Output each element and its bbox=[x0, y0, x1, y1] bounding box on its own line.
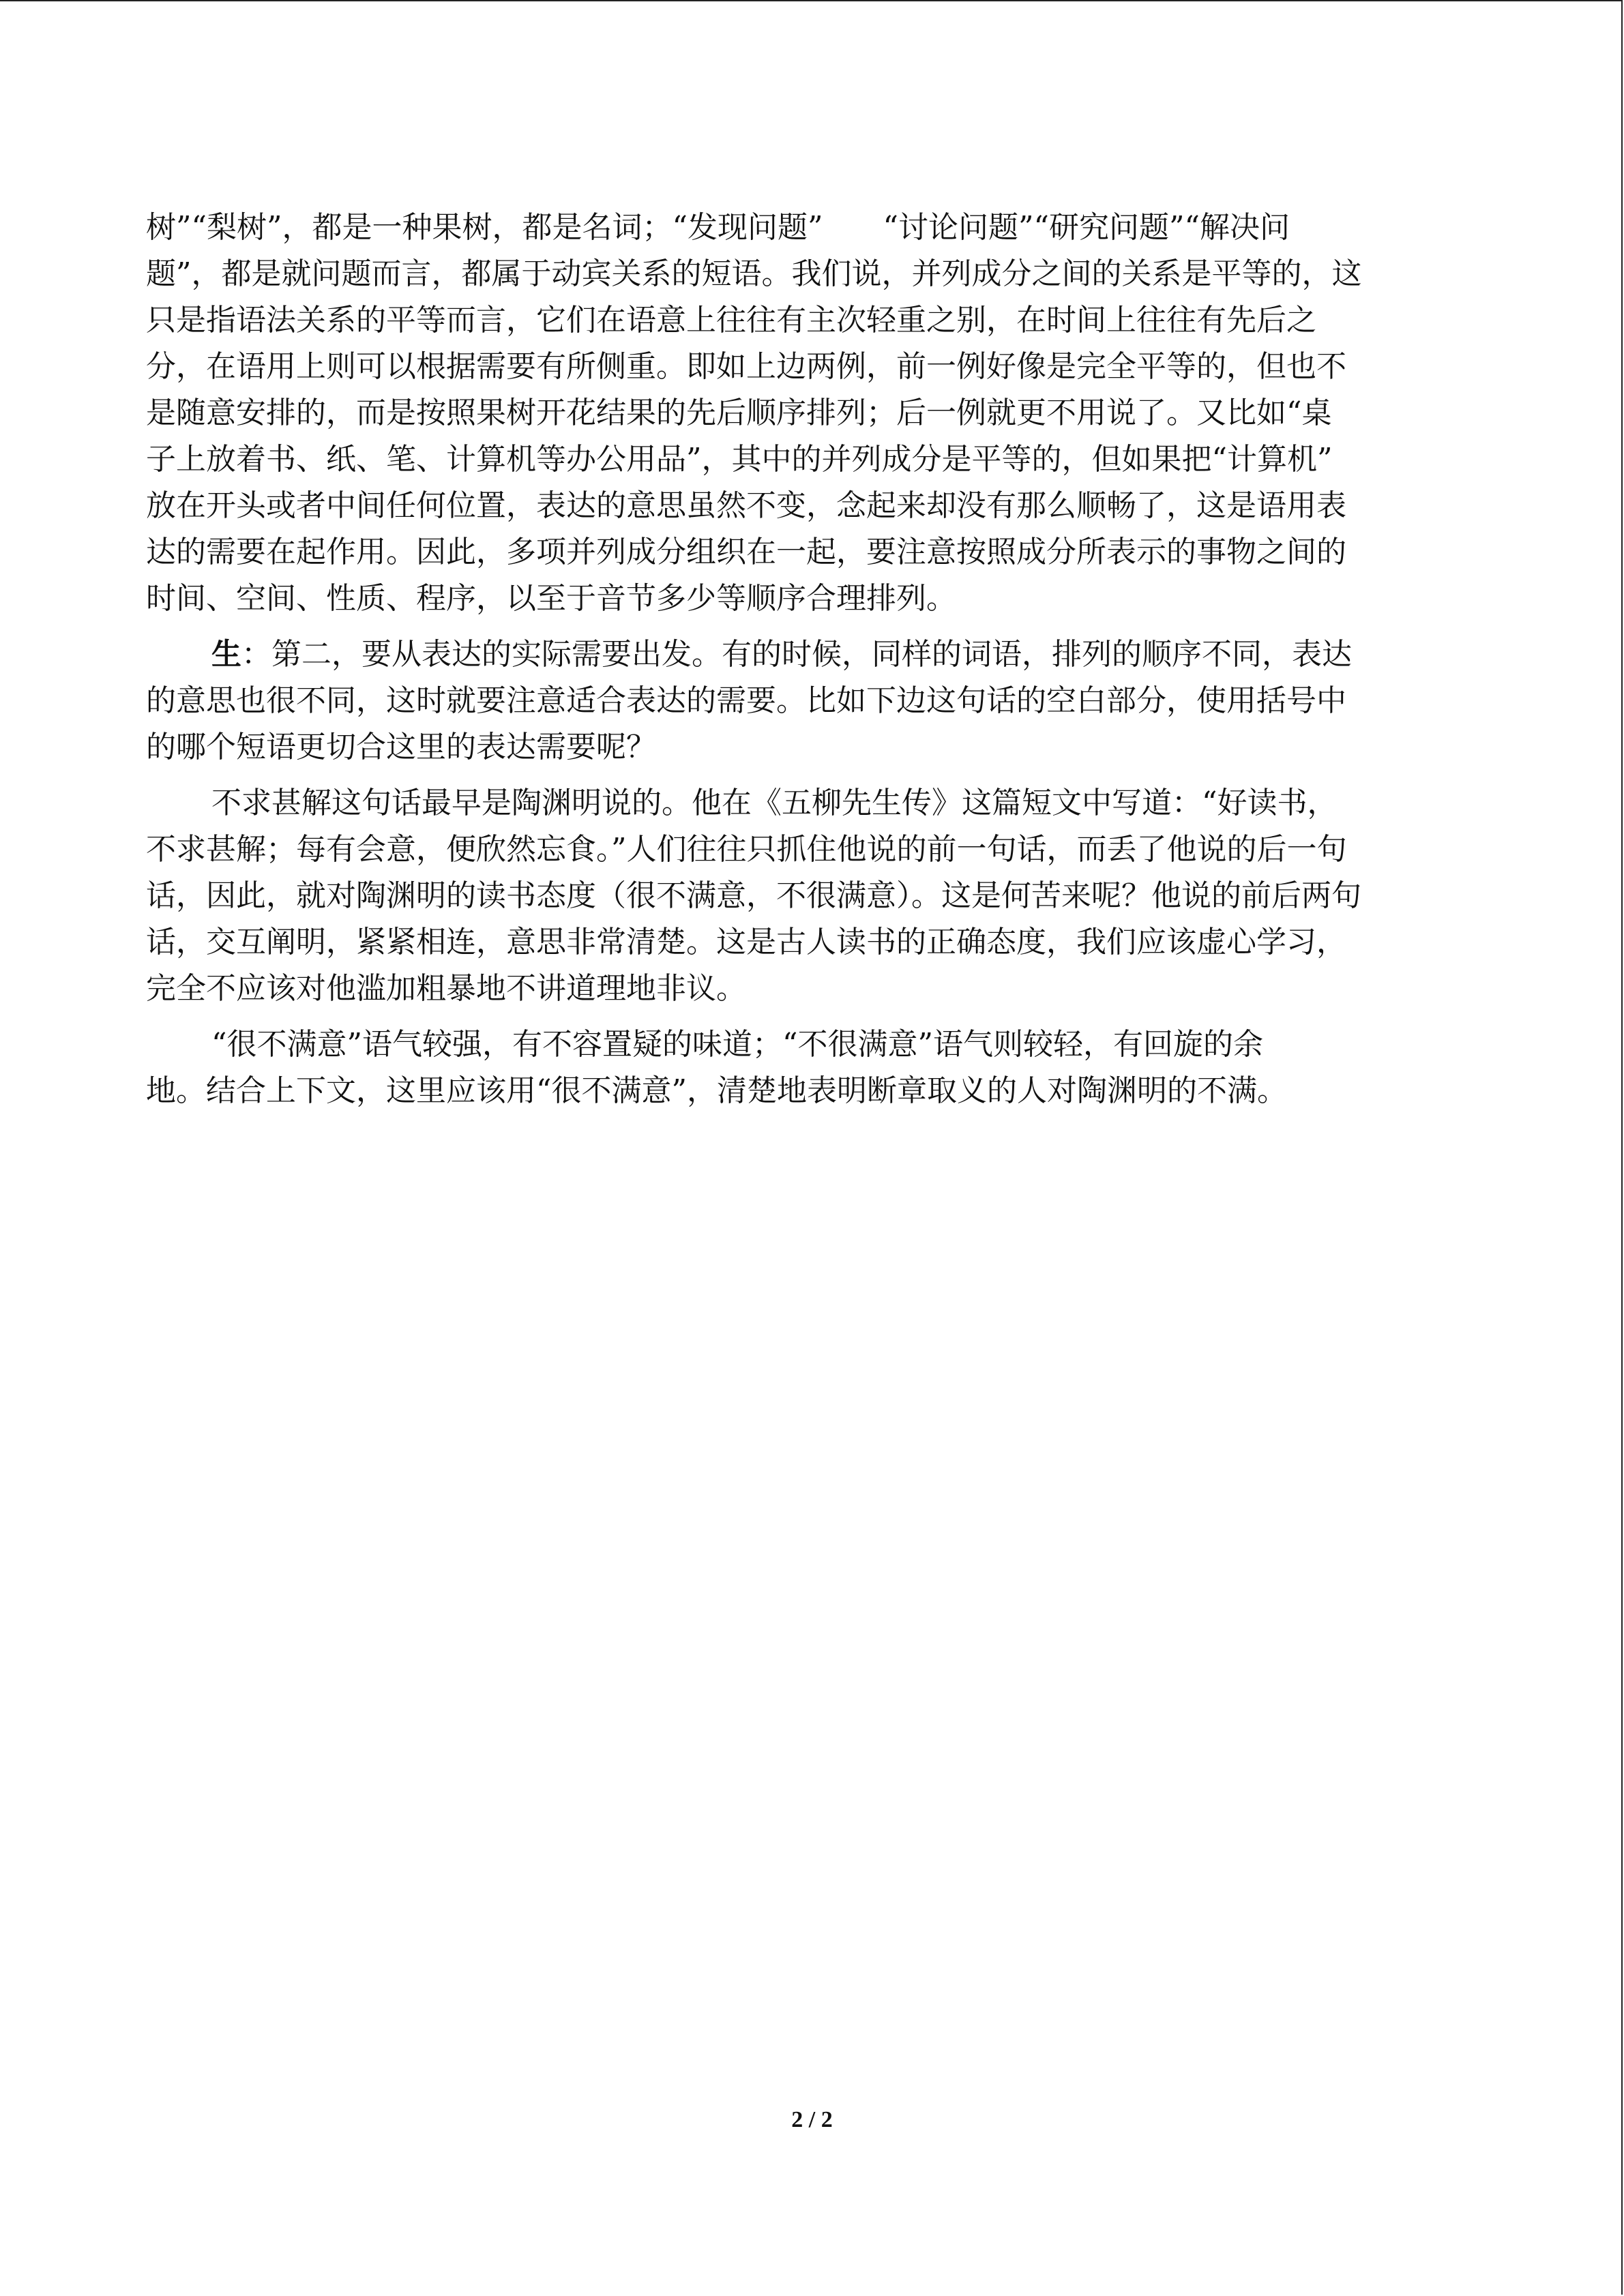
text-line bbox=[146, 631, 1483, 678]
text-line: 分，在语用上则可以根据需要有所侧重。即如上边两例，前一例好像是完全平等的，但也不 bbox=[146, 349, 1346, 384]
text-line: 树”“梨树”，都是一种果树，都是名词；“发现问题” “讨论问题”“研究问题”“解决问 bbox=[146, 210, 1290, 245]
paragraph-3 bbox=[146, 780, 1483, 1012]
text-line: 子上放着书、纸、笔、计算机等办公用品”，其中的并列成分是平等的，但如果把“计算机” bbox=[146, 442, 1333, 477]
text-line: 时间、空间、性质、程序，以至于音节多少等顺序合理排列。 bbox=[146, 581, 956, 616]
paragraph-4 bbox=[146, 1022, 1483, 1114]
text-line: 完全不应该对他滥加粗暴地不讲道理地非议。 bbox=[146, 971, 746, 1006]
page-number: 2 / 2 bbox=[791, 2107, 833, 2132]
text-line: “很不满意”语气较强，有不容置疑的味道；“不很满意”语气则较轻，有回旋的余 bbox=[211, 1027, 1263, 1062]
paragraph-1 bbox=[146, 205, 1483, 622]
text-line: 放在开头或者中间任何位置，表达的意思虽然不变，念起来却没有那么顺畅了，这是语用表 bbox=[146, 488, 1346, 523]
text-line: 地。结合上下文，这里应该用“很不满意”，清楚地表明断章取义的人对陶渊明的不满。 bbox=[146, 1073, 1287, 1108]
text-line: 是随意安排的，而是按照果树开花结果的先后顺序排列；后一例就更不用说了。又比如“桌 bbox=[146, 396, 1332, 430]
text-line: 话，因此，就对陶渊明的读书态度（很不满意，不很满意）。这是何苦来呢？他说的前后两句 bbox=[146, 878, 1361, 913]
text-line: 只是指语法关系的平等而言，它们在语意上往往有主次轻重之别，在时间上往往有先后之 bbox=[146, 303, 1316, 338]
paragraph-gap bbox=[146, 622, 1483, 631]
text-line: 题”，都是就问题而言，都属于动宾关系的短语。我们说，并列成分之间的关系是平等的，这 bbox=[146, 256, 1362, 291]
speaker-label: 生 bbox=[211, 637, 241, 672]
document-body bbox=[146, 205, 1483, 1114]
text-line: 话，交互阐明，紧紧相连，意思非常清楚。这是古人读书的正确态度，我们应该虚心学习， bbox=[146, 925, 1346, 959]
text-line: 的哪个短语更切合这里的表达需要呢？ bbox=[146, 730, 656, 764]
text-segment: ：第二，要从表达的实际需要出发。有的时候，同样的词语，排列的顺序不同，表达 bbox=[241, 637, 1352, 672]
paragraph-2 bbox=[146, 631, 1483, 771]
text-line: 的意思也很不同，这时就要注意适合表达的需要。比如下边这句话的空白部分，使用括号中 bbox=[146, 683, 1346, 718]
paragraph-gap bbox=[146, 771, 1483, 780]
text-line: 不求甚解这句话最早是陶渊明说的。他在《五柳先生传》这篇短文中写道：“好读书， bbox=[211, 786, 1338, 820]
paragraph-gap bbox=[146, 1012, 1483, 1022]
text-line: 达的需要在起作用。因此，多项并列成分组织在一起，要注意按照成分所表示的事物之间的 bbox=[146, 535, 1346, 569]
text-line: 不求甚解；每有会意，便欣然忘食。”人们往往只抓住他说的前一句话，而丢了他说的后一句 bbox=[146, 832, 1347, 867]
